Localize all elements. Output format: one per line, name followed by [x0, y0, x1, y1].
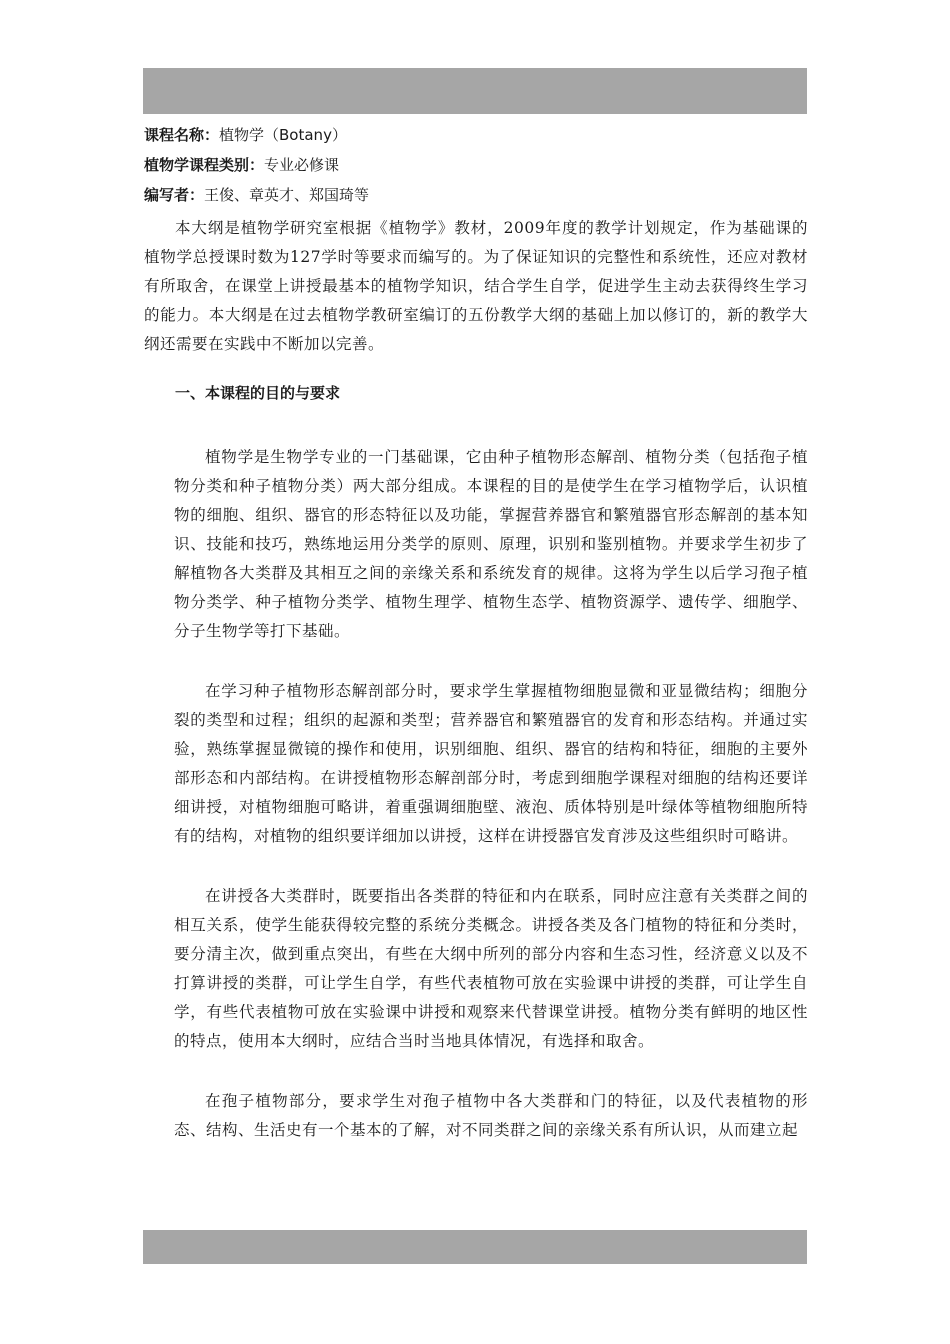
course-category-value: 专业必修课	[264, 156, 340, 174]
intro-paragraph: 本大纲是植物学研究室根据《植物学》教材，2009年度的教学计划规定，作为基础课的植物学总授课时数为127学时等要求而编写的。为了保证知识的完整性和系统性，还应对教材有所取舍，在课堂上讲授最基本的植物学知识，结合学生自学，促进学生主动去获得终生学习的能力。本大纲是在过去植物学教研室编订的五份教学大纲的基础上加以修订的，新的教学大纲还需要在实践中不断加以完善。	[144, 219, 808, 353]
course-name-value: 植物学（Botany）	[219, 126, 347, 144]
section-heading: 一、本课程的目的与要求	[175, 384, 341, 402]
paragraph-purpose: 植物学是生物学专业的一门基础课，它由种子植物形态解剖、植物分类（包括孢子植物分类和种子植物分类）两大部分组成。本课程的目的是使学生在学习植物学后，认识植物的细胞、组织、器官的形态特征以及功能，掌握营养器官和繁殖器官形态解剖的基本知识、技能和技巧，熟练地运用分类学的原则、原理，识别和鉴别植物。并要求学生初步了解植物各大类群及其相互之间的亲缘关系和系统发育的规律。这将为学生以后学习孢子植物分类学、种子植物分类学、植物生理学、植物生态学、植物资源学、遗传学、细胞学、分子生物学等打下基础。	[174, 448, 808, 640]
paragraph-taxa: 在讲授各大类群时，既要指出各类群的特征和内在联系，同时应注意有关类群之间的相互关系，使学生能获得较完整的系统分类概念。讲授各类及各门植物的特征和分类时，要分清主次，做到重点突出，有些在大纲中所列的部分内容和生态习性，经济意义以及不打算讲授的类群，可让学生自学，有些代表植物可放在实验课中讲授的类群，可让学生自学，有些代表植物可放在实验课中讲授和观察来代替课堂讲授。植物分类有鲜明的地区性的特点，使用本大纲时，应结合当时当地具体情况，有选择和取舍。	[174, 887, 808, 1050]
footer-bar	[143, 1230, 807, 1264]
authors-value: 王俊、章英才、郑国琦等	[204, 186, 370, 204]
course-category-label: 植物学课程类别：	[144, 156, 265, 174]
course-name-line	[144, 124, 808, 154]
paragraph-anatomy: 在学习种子植物形态解剖部分时，要求学生掌握植物细胞显微和亚显微结构；细胞分裂的类型和过程；组织的起源和类型；营养器官和繁殖器官的发育和形态结构。并通过实验，熟练掌握显微镜的操作和使用，识别细胞、组织、器官的结构和特征，细胞的主要外部形态和内部结构。在讲授植物形态解剖部分时，考虑到细胞学课程对细胞的结构还要详细讲授，对植物细胞可略讲，着重强调细胞壁、液泡、质体特别是叶绿体等植物细胞所特有的结构，对植物的组织要详细加以讲授，这样在讲授器官发育涉及这些组织时可略讲。	[174, 682, 808, 845]
paragraph-spore-plants: 在孢子植物部分，要求学生对孢子植物中各大类群和门的特征，以及代表植物的形态、结构、生活史有一个基本的了解，对不同类群之间的亲缘关系有所认识，从而建立起	[174, 1092, 808, 1139]
document-content	[144, 124, 808, 1145]
authors-line	[144, 184, 808, 214]
authors-label: 编写者：	[144, 186, 205, 204]
section-body	[174, 443, 808, 1145]
course-category-line	[144, 154, 808, 184]
course-name-label: 课程名称：	[144, 126, 220, 144]
